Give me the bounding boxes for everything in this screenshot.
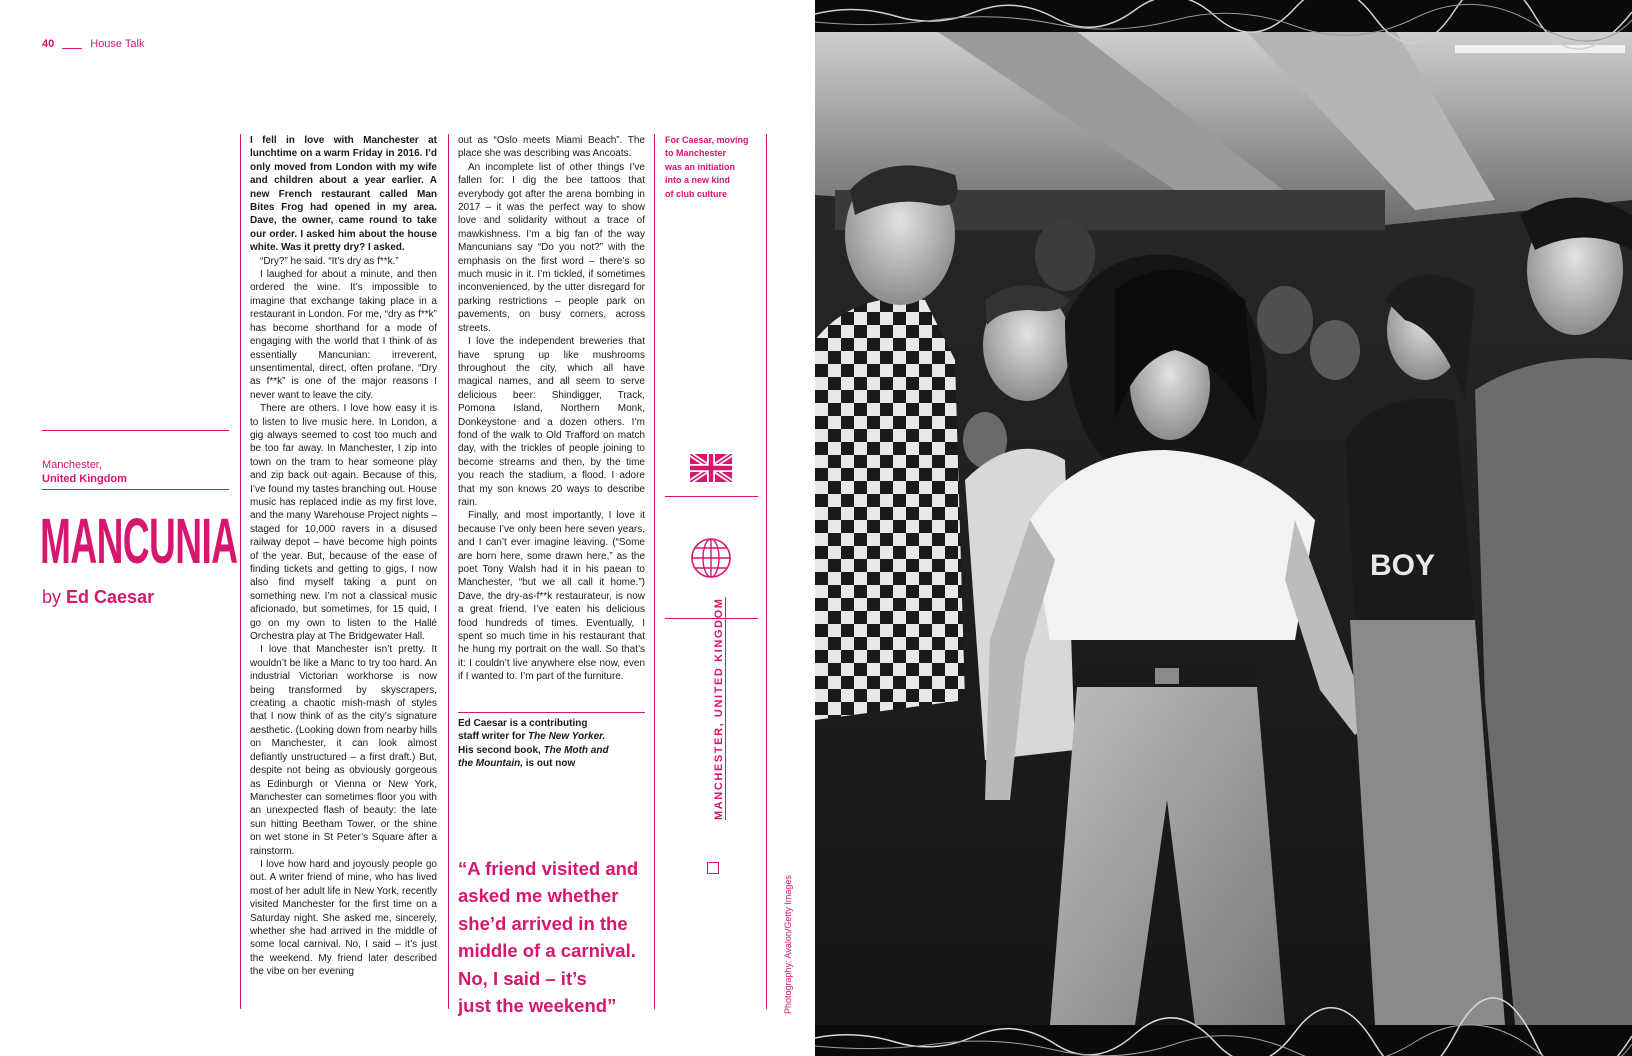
location-vertical-label: MANCHESTER, UNITED KINGDOM [713, 597, 725, 820]
folio [42, 38, 144, 50]
location-rule-top [42, 430, 229, 431]
bio-line [458, 730, 645, 743]
location-rule-bottom [42, 489, 229, 490]
article-title: MANCUNIA [40, 505, 238, 577]
author-bio [458, 717, 645, 771]
column-rule-1 [240, 134, 241, 1009]
left-page [0, 0, 815, 1056]
shirt-graffiti-text: BOY [1370, 549, 1436, 582]
column-rule-4 [766, 134, 767, 1009]
body-paragraph: I love that Manchester isn’t pretty. It wouldn’t be like a Manc to try too hard. An industrial Victorian workhorse is now being transformed by skyscrapers, creating a chaotic mish-mash of styles that I now think of as the city’s signature aesthetic. (Looking down from nearby hills on Manchester, it can look almost defiantly unstructured – a first draft.) But, despite not being as obviously gorgeous as Edinburgh or Vienna or New York, Manchester can sometimes floor you with an unexpected flash of beauty: the late sun hitting Beetham Tower, or the shine on wet stone in St Peter’s Square after a rainstorm. [250, 644, 437, 857]
byline [42, 587, 154, 608]
globe-icon [690, 537, 732, 579]
body-paragraph: Finally, and most importantly, I love it because I’ve only been here seven years, and I can’t ever imagine leaving. (“Some are born here, some drawn here,” as the poet Tony Walsh had it in his paean to Manchester, “but we all call it home.”) Dave, the dry-as-f**k restaurateur, is now a great friend. I’ve eaten his delicious food hundreds of times. Eventually, I spent so much time in his restaurant that he hung my portrait on the wall. So that’s it: I couldn’t live anywhere else now, even if I wanted to. I’m part of the furniture. [458, 510, 645, 683]
sidebar-rule [665, 496, 758, 497]
pull-quote-line: “A friend visited and [458, 858, 639, 879]
caption-line: was an initiation [665, 161, 736, 172]
location-label [42, 458, 127, 486]
bio-rule [458, 712, 645, 713]
photo-caption [665, 134, 755, 201]
byline-prefix: by [42, 587, 62, 607]
pull-quote-line: she’d arrived in the [458, 912, 628, 934]
column-rule-3 [654, 134, 655, 1009]
body-paragraph: There are others. I love how easy it is to listen to live music here. In London, a gig always seemed to cost too much and be too far away. In Manchester, I zip into town on the tram to hear someone play and zip back out again. Because of this, I’ve found my tastes branching out. House music has replaced indie as my first love, and the many Warehouse Project nights – staged for 10,000 ravers in a disused railway depot – have become high points of the year. But, because of the ease of finding tickets and getting to gigs, I now also find myself taking a punt on something new. I’m not a classical music aficionado, but sometimes, for 15 quid, I go on my own to listen to the Hallé Orchestra play at The Bridgewater Hall. [250, 403, 437, 643]
body-column-1 [250, 134, 437, 1014]
bio-text: is out now [523, 758, 576, 770]
body-column-2 [458, 134, 645, 704]
body-paragraph: An incomplete list of other things I’ve fallen for: I dig the bee tattoos that everybody got after the arena bombing in 2017 – it was the perfect way to show love and solidarity without a trace of mawkishness. I’m a big fan of the way Mancunians say “Do you not?” with the emphasis on the first word – there’s so much music in it. I’m tickled, if sometimes inconvenienced, by the utter disregard for parking restrictions – people park on pavements, on busy corners, across streets. [458, 161, 645, 334]
bio-book-title: the Mountain, [458, 758, 523, 770]
caption-line: For Caesar, moving [665, 135, 749, 145]
body-paragraph: I laughed for about a minute, and then ordered the wine. It’s impossible to imagine that exchange taking place in a restaurant in London. For me, “dry as f**k” has become shorthand for a mode of engaging with the world that I think of as essentially Mancunian: irreverent, unsentimental, direct, often profane. “Dry as f**k” is one of the major reasons I never want to leave the city. [250, 269, 437, 401]
column-rule-2 [448, 134, 449, 1009]
folio-rule [62, 48, 82, 49]
club-crowd-photo [815, 0, 1632, 1056]
bio-line [458, 757, 645, 770]
location-city: Manchester, [42, 459, 102, 471]
body-paragraph: I love how hard and joyously people go out. A writer friend of mine, who has lived most of her adult life in New York, recently visited Manchester for the first time on a Saturday night. She asked me, sincerely, whether she had arrived in the middle of some local carnival. No, I said – it’s just the weekend. My friend later described the vibe on her evening [250, 858, 437, 978]
body-paragraph: I love the independent breweries that have sprung up like mushrooms throughout the city, which all have magical names, and all seem to serve delicious beer: Shindigger, Track, Pomona Island, Northern Monk, Donkeystone and a dozen others. I’m fond of the walk to Old Trafford on match day, with the trickles of people joining to become streams and then, by the time you reach the stadium, a flood. I adore that my son knows 20 ways to describe rain. [458, 336, 645, 508]
lead-paragraph: I fell in love with Manchester at lunchtime on a warm Friday in 2016. I’d only moved from London with my wife and children about a year earlier. A new French restaurant called Man Bites Frog had opened in my area. Dave, the owner, came round to take our order. I asked him about the house white. Was it pretty dry? I asked. [250, 135, 437, 254]
continuation-paragraph: out as “Oslo meets Miami Beach”. The place she was describing was Ancoats. [458, 135, 645, 160]
pull-quote-line: asked me whether [458, 885, 619, 907]
bio-text: His second book, [458, 744, 544, 756]
sidebar-rule [665, 618, 758, 619]
pull-quote-line: middle of a carnival. [458, 940, 636, 962]
caption-line: into a new kind [665, 175, 731, 186]
pull-quote-line: No, I said – it’s [458, 967, 587, 989]
byline-author: Ed Caesar [66, 587, 155, 607]
bio-line [458, 744, 645, 757]
pull-quote [458, 855, 650, 1019]
bio-publication: The New Yorker. [528, 731, 606, 743]
bio-line: Ed Caesar is a contributing [458, 718, 588, 729]
page-number: 40 [42, 38, 55, 50]
checkbox-icon [707, 862, 719, 874]
body-paragraph: “Dry?” he said. “It’s dry as f**k.” [260, 255, 399, 267]
caption-line: of club culture [665, 188, 728, 199]
section-name: House Talk [90, 38, 145, 50]
right-page [815, 0, 1632, 1056]
bio-book-title: The Moth and [543, 744, 609, 756]
caption-line: to Manchester [665, 148, 727, 159]
location-country: United Kingdom [42, 473, 127, 485]
photo-credit: Photography: Avalon/Getty Images [783, 875, 793, 1014]
pull-quote-line: just the weekend” [458, 995, 617, 1017]
bio-text: staff writer for [458, 731, 529, 743]
union-jack-icon [690, 454, 732, 482]
